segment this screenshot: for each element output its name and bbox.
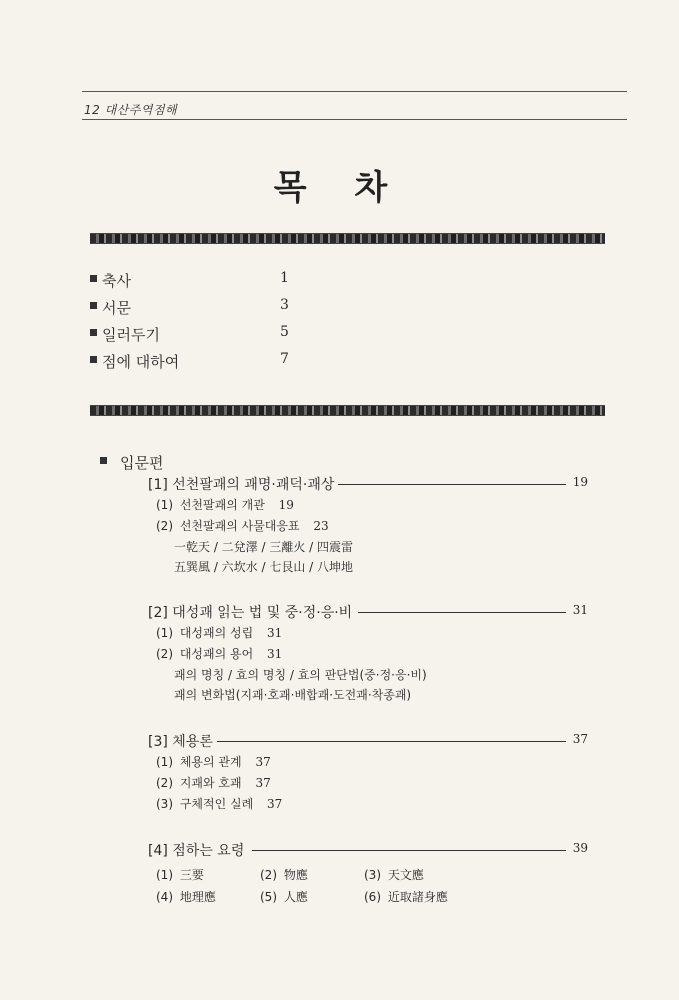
subsection-number: (1): [156, 755, 173, 769]
subsection-number: (2): [156, 519, 173, 533]
header-bottom-rule: [82, 119, 627, 120]
front-matter-label: 서문: [102, 299, 131, 317]
toc-section: [148, 731, 588, 816]
leader-line: [338, 484, 566, 485]
toc-section: [148, 602, 588, 706]
section-page-number: 39: [572, 841, 588, 855]
subsection-number: (1): [156, 626, 173, 640]
front-matter-page: 3: [280, 297, 289, 313]
keyword-item[interactable]: [260, 888, 308, 905]
keyword-number: (4): [156, 890, 173, 904]
keyword-item[interactable]: [364, 866, 424, 883]
front-matter-page: 1: [280, 270, 289, 286]
keyword-number: (6): [364, 890, 381, 904]
front-matter-label: 일러두기: [102, 326, 160, 344]
keyword-number: (5): [260, 890, 277, 904]
square-bullet-icon: [90, 275, 97, 282]
toc-section: [148, 840, 588, 910]
section-heading-label: [1] 선천팔괘의 괘명·괘덕·괘상: [148, 474, 338, 494]
keyword-label: 地理應: [179, 890, 216, 904]
leader-line: [252, 850, 566, 851]
subsection-page: 31: [267, 626, 283, 640]
subsection-item[interactable]: [148, 645, 588, 666]
keyword-item[interactable]: [260, 866, 308, 883]
keyword-item[interactable]: [156, 866, 204, 883]
subsection-label: 대성괘의 용어: [179, 647, 254, 661]
keyword-label: 物應: [283, 868, 308, 882]
subsection-page: 37: [267, 797, 283, 811]
subsection-item[interactable]: [148, 774, 588, 795]
section-page-number: 19: [572, 475, 588, 489]
subsection-detail: 五巽風 / 六坎水 / 七艮山 / 八坤地: [174, 560, 354, 574]
subsection-item[interactable]: [148, 795, 588, 816]
toc-section: [148, 474, 588, 578]
subsection-item[interactable]: [148, 624, 588, 645]
subsection-page: 37: [255, 755, 271, 769]
keyword-number: (1): [156, 868, 173, 882]
section-heading[interactable]: [148, 731, 588, 753]
section-page-number: 37: [572, 732, 588, 746]
leader-line: [358, 612, 566, 613]
keyword-grid-row: [148, 866, 588, 888]
subsection-number: (3): [156, 797, 173, 811]
subsection-number: (2): [156, 776, 173, 790]
subsection-label: 체용의 관계: [179, 755, 242, 769]
page-title: 목 차: [273, 168, 406, 208]
section-heading[interactable]: [148, 840, 588, 862]
subsection-label: 선천팔괘의 개관: [179, 498, 265, 512]
front-matter-page: 5: [280, 324, 289, 340]
section-heading[interactable]: [148, 602, 588, 624]
ornament-band-top: [90, 233, 605, 244]
keyword-label: 近取諸身應: [387, 890, 448, 904]
subsection-label: 대성괘의 성립: [179, 626, 254, 640]
header-top-rule: [82, 91, 627, 92]
subsection-detail: 一乾天 / 二兌澤 / 三離火 / 四震雷: [174, 540, 354, 554]
subsection-detail: 괘의 명칭 / 효의 명칭 / 효의 판단법(중·정·응·비): [174, 668, 427, 682]
square-bullet-icon: [90, 302, 97, 309]
section-page-number: 31: [572, 603, 588, 617]
subsection-number: (2): [156, 647, 173, 661]
keyword-grid-row: [148, 888, 588, 910]
section-heading-label: [2] 대성괘 읽는 법 및 중·정·응·비: [148, 602, 356, 622]
part-heading-label: 입문편: [120, 454, 164, 472]
subsection-item[interactable]: [148, 496, 588, 517]
subsection-number: (1): [156, 498, 173, 512]
leader-line: [212, 741, 566, 742]
subsection-page: 19: [278, 498, 294, 512]
subsection-page: 23: [313, 519, 329, 533]
subsection-item[interactable]: [148, 517, 588, 538]
subsection-label: 구체적인 실례: [179, 797, 254, 811]
section-heading-label: [3] 체용론: [148, 731, 217, 751]
square-bullet-icon: [100, 457, 107, 464]
keyword-label: 天文應: [387, 868, 424, 882]
section-heading-label: [4] 점하는 요령: [148, 840, 248, 860]
square-bullet-icon: [90, 329, 97, 336]
subsection-label: 선천팔괘의 사물대응표: [179, 519, 300, 533]
keyword-label: 人應: [283, 890, 308, 904]
subsection-page: 37: [255, 776, 271, 790]
front-matter-label: 축사: [102, 272, 131, 290]
keyword-number: (2): [260, 868, 277, 882]
ornament-band-bottom: [90, 405, 605, 416]
keyword-number: (3): [364, 868, 381, 882]
front-matter-label: 점에 대하여: [102, 353, 180, 371]
subsection-item[interactable]: [148, 753, 588, 774]
front-matter-page: 7: [280, 351, 289, 367]
keyword-item[interactable]: [156, 888, 216, 905]
keyword-label: 三要: [179, 868, 204, 882]
subsection-page: 31: [267, 647, 283, 661]
keyword-item[interactable]: [364, 888, 448, 905]
subsection-label: 지괘와 호괘: [179, 776, 242, 790]
square-bullet-icon: [90, 356, 97, 363]
running-header: 12 대산주역점해: [84, 103, 178, 117]
section-heading[interactable]: [148, 474, 588, 496]
subsection-detail: 괘의 변화법(지괘·호괘·배합괘·도전괘·착종괘): [174, 688, 412, 702]
